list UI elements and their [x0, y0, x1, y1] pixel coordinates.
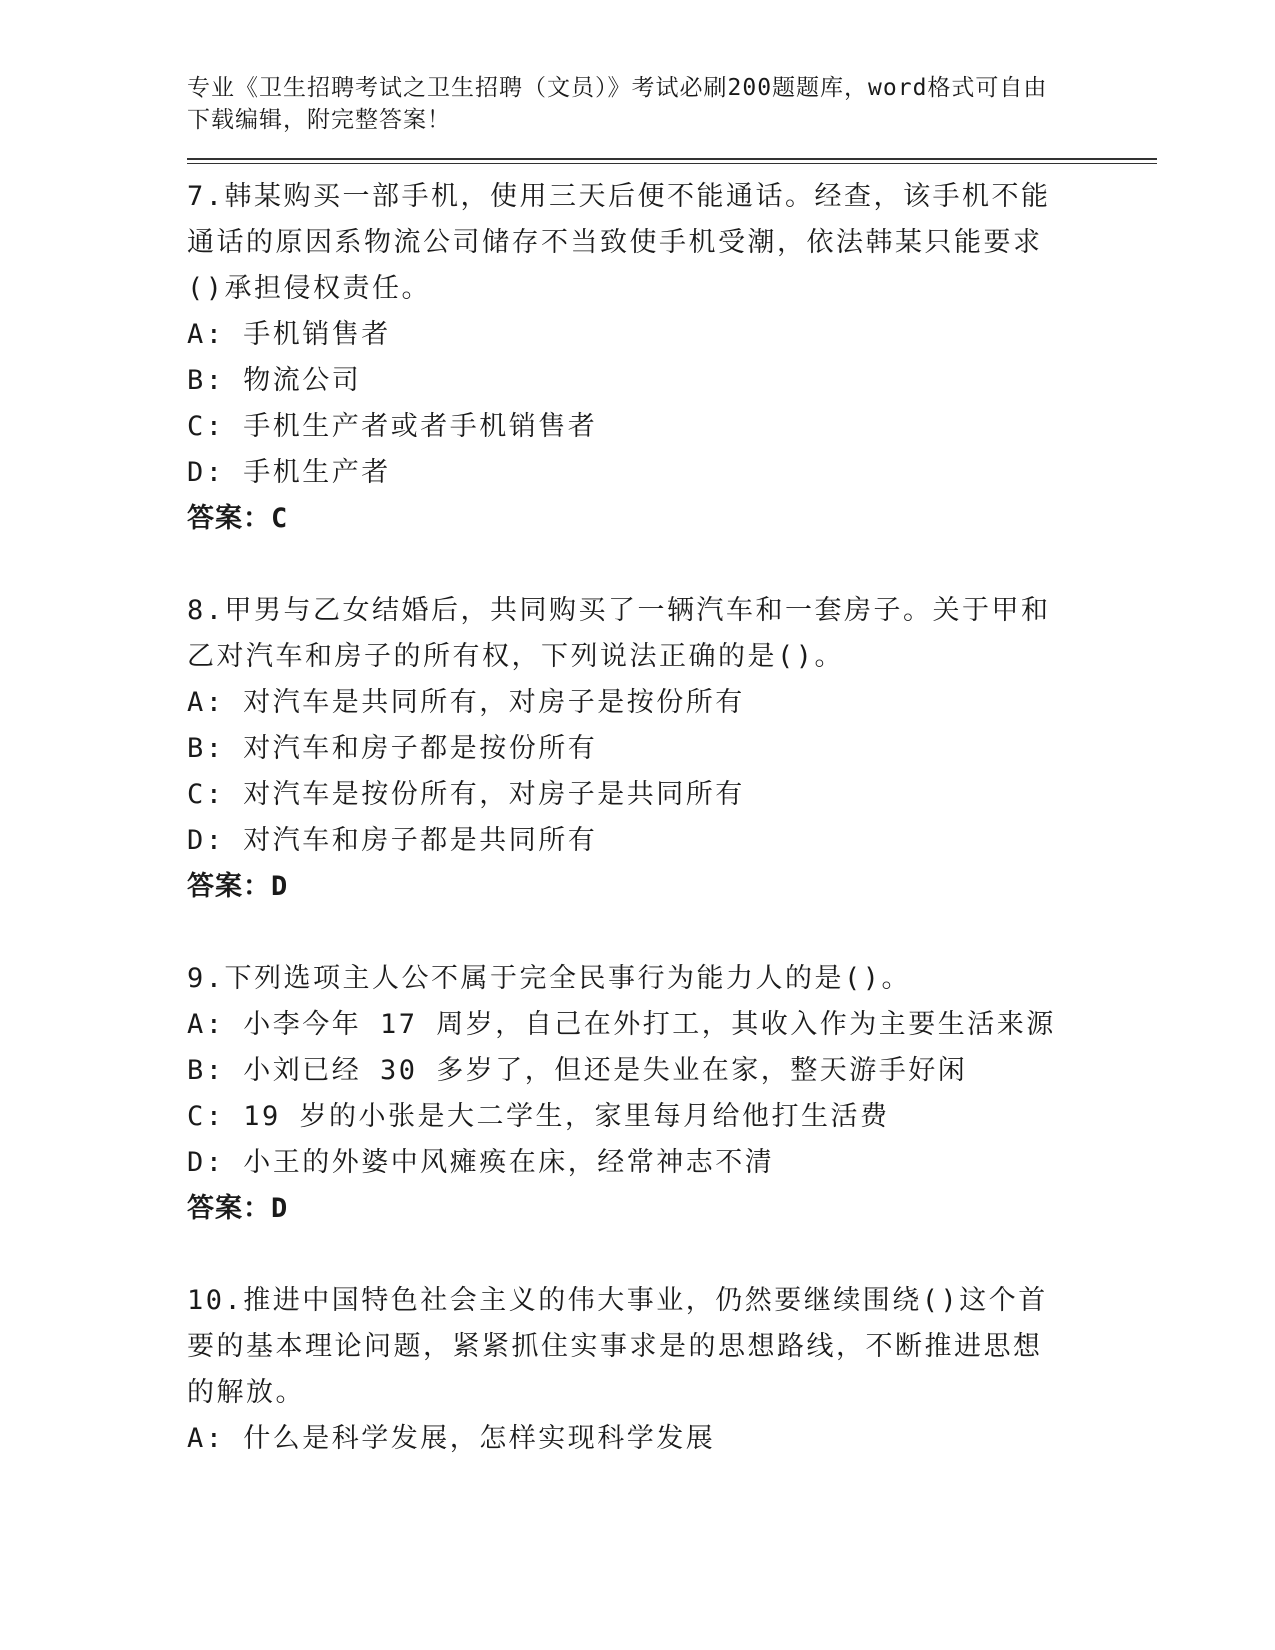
- question-7: [187, 174, 1147, 542]
- answer: 答案：C: [187, 503, 289, 534]
- option-a: A: 对汽车是共同所有，对房子是按份所有: [187, 687, 745, 718]
- question-text: 9.下列选项主人公不属于完全民事行为能力人的是()。: [187, 963, 912, 994]
- question-9: [187, 956, 1147, 1232]
- option-b: B: 对汽车和房子都是按份所有: [187, 733, 598, 764]
- document-page: [187, 72, 1147, 1508]
- option-a: A: 小李今年 17 周岁，自己在外打工，其收入作为主要生活来源: [187, 1009, 1056, 1040]
- option-d: D: 小王的外婆中风瘫痪在床，经常神志不清: [187, 1147, 775, 1178]
- option-b: B: 小刘已经 30 多岁了，但还是失业在家，整天游手好闲: [187, 1055, 968, 1086]
- question-10: [187, 1278, 1147, 1462]
- answer: 答案：D: [187, 871, 289, 902]
- document-header: 专业《卫生招聘考试之卫生招聘（文员）》考试必刷200题题库，word格式可自由下载编辑，附完整答案！: [187, 75, 1048, 133]
- question-text: 8.甲男与乙女结婚后，共同购买了一辆汽车和一套房子。关于甲和乙对汽车和房子的所有权，下列说法正确的是()。: [187, 595, 1051, 672]
- option-d: D: 对汽车和房子都是共同所有: [187, 825, 598, 856]
- option-c: C: 手机生产者或者手机销售者: [187, 411, 598, 442]
- option-c: C: 19 岁的小张是大二学生，家里每月给他打生活费: [187, 1101, 890, 1132]
- option-c: C: 对汽车是按份所有，对房子是共同所有: [187, 779, 745, 810]
- question-text: 7.韩某购买一部手机，使用三天后便不能通话。经查，该手机不能通话的原因系物流公司储存不当致使手机受潮，依法韩某只能要求()承担侵权责任。: [187, 181, 1051, 304]
- header-divider: [187, 158, 1157, 164]
- option-a: A: 什么是科学发展，怎样实现科学发展: [187, 1423, 716, 1454]
- answer: 答案：D: [187, 1193, 289, 1224]
- question-text: 10.推进中国特色社会主义的伟大事业，仍然要继续围绕()这个首要的基本理论问题，紧紧抓住实事求是的思想路线，不断推进思想的解放。: [187, 1285, 1048, 1408]
- option-d: D: 手机生产者: [187, 457, 391, 488]
- question-list: [187, 174, 1147, 1462]
- option-a: A: 手机销售者: [187, 319, 391, 350]
- option-b: B: 物流公司: [187, 365, 362, 396]
- question-8: [187, 588, 1147, 910]
